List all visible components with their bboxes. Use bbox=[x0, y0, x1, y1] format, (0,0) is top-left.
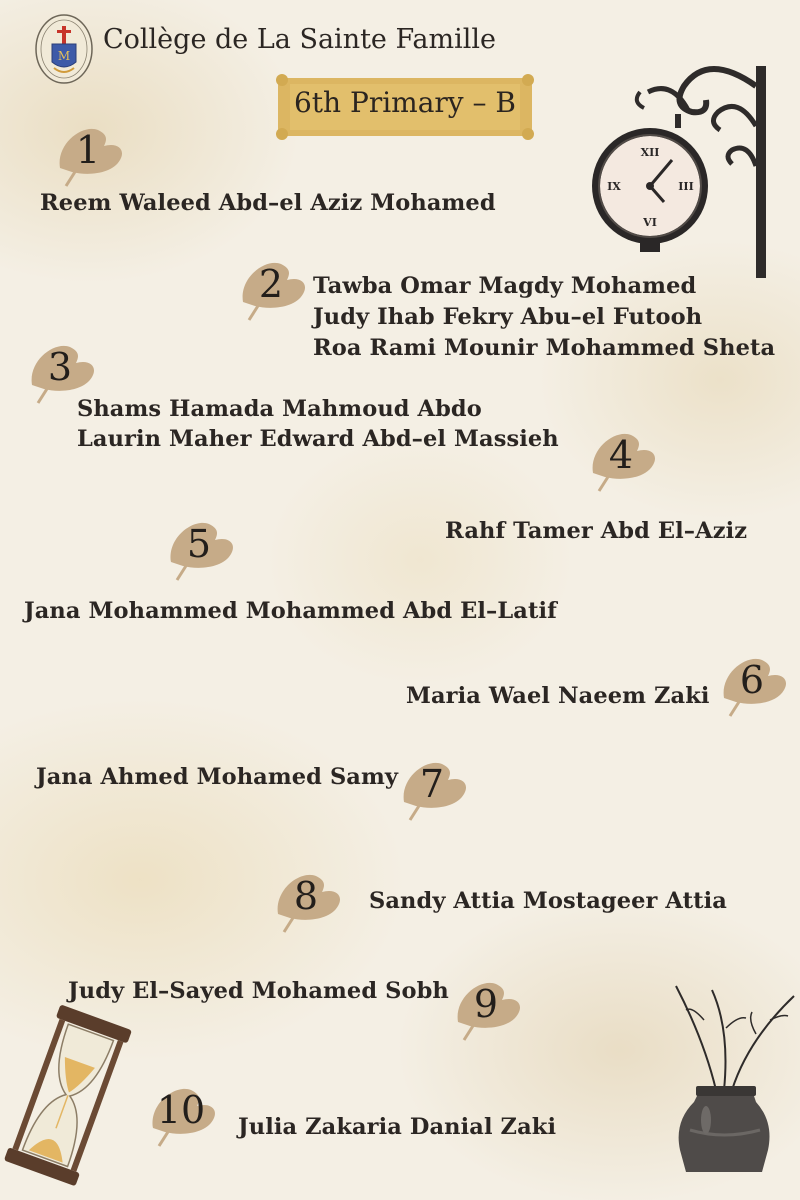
rank-5-name-1: Jana Mohammed Mohammed Abd El–Latif bbox=[24, 598, 557, 624]
rank-1-leaf bbox=[52, 120, 132, 190]
rank-9-leaf bbox=[450, 974, 530, 1044]
rank-3-name-1: Shams Hamada Mahmoud Abdo bbox=[77, 396, 482, 422]
rank-1-name-1: Reem Waleed Abd–el Aziz Mohamed bbox=[40, 190, 496, 216]
school-crest-icon bbox=[34, 12, 94, 86]
rank-6-leaf bbox=[716, 650, 796, 720]
rank-10-leaf bbox=[145, 1080, 225, 1150]
rank-5-leaf bbox=[163, 514, 243, 584]
svg-text:M: M bbox=[57, 49, 71, 63]
clock-numeral: IX bbox=[607, 180, 621, 193]
ink-pot-plant-icon bbox=[652, 980, 800, 1180]
rank-10-name-1: Julia Zakaria Danial Zaki bbox=[238, 1114, 557, 1140]
rank-2-name-2: Judy Ihab Fekry Abu–el Futooh bbox=[313, 304, 703, 330]
clock-numeral: XII bbox=[640, 146, 660, 159]
rank-7-leaf bbox=[396, 754, 476, 824]
rank-4-name-1: Rahf Tamer Abd El–Aziz bbox=[445, 518, 748, 544]
rank-number: 2 bbox=[258, 262, 284, 306]
school-name: Collège de La Sainte Famille bbox=[103, 24, 496, 55]
rank-2-name-3: Roa Rami Mounir Mohammed Sheta bbox=[313, 335, 776, 361]
rank-2-name-1: Tawba Omar Magdy Mohamed bbox=[313, 273, 697, 299]
clock-icon bbox=[588, 56, 778, 286]
rank-4-leaf bbox=[585, 425, 665, 495]
rank-number: 1 bbox=[75, 128, 101, 172]
clock-numeral: VI bbox=[643, 216, 657, 229]
rank-number: 6 bbox=[739, 658, 765, 702]
rank-number: 10 bbox=[156, 1088, 206, 1132]
clock-numeral: III bbox=[678, 180, 694, 193]
rank-2-leaf bbox=[235, 254, 315, 324]
rank-6-name-1: Maria Wael Naeem Zaki bbox=[406, 683, 710, 709]
rank-number: 4 bbox=[608, 433, 634, 477]
rank-3-name-2: Laurin Maher Edward Abd–el Massieh bbox=[77, 426, 559, 452]
rank-number: 5 bbox=[186, 522, 212, 566]
rank-8-leaf bbox=[270, 866, 350, 936]
rank-number: 3 bbox=[47, 345, 73, 389]
rank-number: 7 bbox=[419, 762, 445, 806]
rank-7-name-1: Jana Ahmed Mohamed Samy bbox=[36, 764, 399, 790]
class-label: 6th Primary – B bbox=[293, 86, 516, 119]
rank-8-name-1: Sandy Attia Mostageer Attia bbox=[369, 888, 727, 914]
rank-number: 8 bbox=[293, 874, 319, 918]
rank-number: 9 bbox=[473, 982, 499, 1026]
class-banner bbox=[274, 72, 536, 142]
hourglass-icon bbox=[0, 1000, 135, 1190]
rank-9-name-1: Judy El–Sayed Mohamed Sobh bbox=[68, 978, 449, 1004]
